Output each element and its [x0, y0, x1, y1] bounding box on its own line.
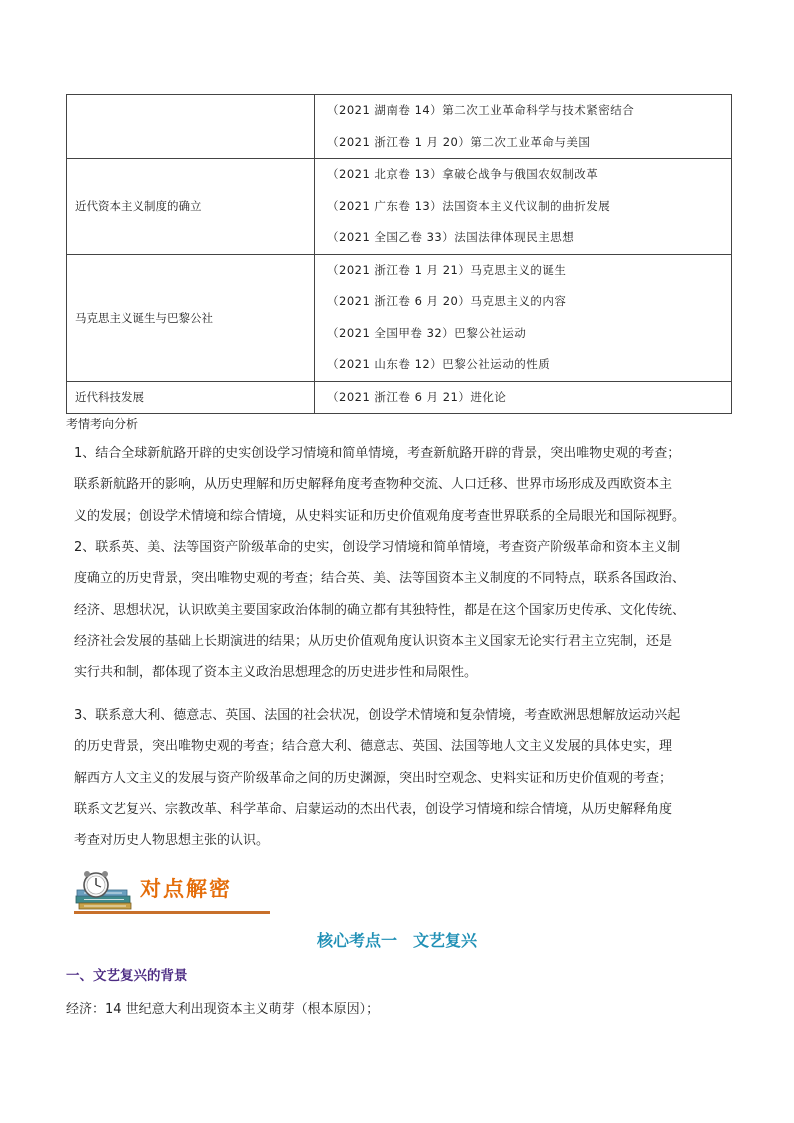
body-text: 经济：14 世纪意大利出现资本主义萌芽（根本原因）； — [66, 1002, 380, 1017]
paragraph-line: 度确立的历史背景，突出唯物史观的考查；结合英、美、法等国资本主义制度的不同特点，联系各国政治、 — [74, 571, 686, 587]
exam-table — [66, 94, 732, 414]
exam-item: （2021 全国乙卷 33）法国法律体现民主思想 — [327, 230, 575, 244]
paragraph-line: 2、联系英、美、法等国资产阶级革命的史实，创设学习情境和简单情境，考查资产阶级革命和资本主义制 — [74, 540, 681, 555]
exam-item: （2021 广东卷 13）法国资本主义代议制的曲折发展 — [327, 198, 611, 213]
exam-item: （2021 全国甲卷 32）巴黎公社运动 — [327, 325, 527, 340]
exam-item: （2021 浙江卷 1 月 20）第二次工业革命与美国 — [327, 134, 591, 149]
items-cell — [315, 95, 732, 159]
table-row — [67, 95, 732, 159]
paragraph-line: 1、结合全球新航路开辟的史实创设学习情境和简单情境，考查新航路开辟的背景，突出唯物史观的考查； — [74, 446, 681, 461]
table-row — [67, 159, 732, 255]
topic-cell — [67, 95, 315, 159]
paragraph-line: 实行共和制，都体现了资本主义政治思想理念的历史进步性和局限性。 — [74, 665, 478, 681]
banner-title: 对点解密 — [140, 877, 232, 901]
core-point-title: 核心考点一 文艺复兴 — [316, 931, 477, 950]
table-row — [67, 381, 732, 414]
paragraph-line: 经济社会发展的基础上长期演进的结果；从历史价值观角度认识资本主义国家无论实行君主立宪制，还是 — [74, 633, 673, 649]
exam-item: （2021 北京卷 13）拿破仑战争与俄国农奴制改革 — [327, 167, 599, 181]
paragraph-line: 联系新航路开的影响，从历史理解和历史解释角度考查物种交流、人口迁移、世界市场形成及西欧资本主 — [74, 477, 673, 493]
paragraph-line: 义的发展；创设学术情境和综合情境，从史料实证和历史价值观角度考查世界联系的全局眼光和国际视野。 — [74, 508, 686, 524]
section-heading: 一、文艺复兴的背景 — [66, 968, 188, 984]
paragraph-line: 3、联系意大利、德意志、英国、法国的社会状况，创设学术情境和复杂情境，考查欧洲思想解放运动兴起 — [74, 708, 681, 723]
items-cell — [315, 159, 732, 255]
topic-cell: 马克思主义诞生与巴黎公社 — [67, 254, 315, 381]
paragraph-line: 解西方人文主义的发展与资产阶级革命之间的历史渊源，突出时空观念、史料实证和历史价值观的考查； — [74, 770, 673, 786]
exam-item: （2021 山东卷 12）巴黎公社运动的性质 — [327, 357, 551, 371]
analysis-paragraph-2 — [74, 532, 744, 688]
paragraph-line: 的历史背景，突出唯物史观的考查；结合意大利、德意志、英国、法国等地人文主义发展的具体史实，理 — [74, 739, 673, 755]
exam-item: （2021 浙江卷 6 月 21）进化论 — [327, 389, 507, 404]
table-row — [67, 254, 732, 381]
exam-item: （2021 浙江卷 1 月 21）马克思主义的诞生 — [327, 262, 567, 277]
paragraph-line: 考查对历史人物思想主张的认识。 — [74, 833, 270, 849]
paragraph-line: 经济、思想状况，认识欧美主要国家政治体制的确立都有其独特性，都是在这个国家历史传承、文化传统、 — [74, 602, 686, 618]
analysis-paragraph-1 — [74, 438, 744, 532]
items-cell — [315, 381, 732, 414]
exam-item: （2021 湖南卷 14）第二次工业革命科学与技术紧密结合 — [327, 103, 635, 117]
items-cell — [315, 254, 732, 381]
topic-cell: 近代资本主义制度的确立 — [67, 159, 315, 255]
banner-underline — [74, 911, 270, 914]
topic-cell: 近代科技发展 — [67, 381, 315, 414]
exam-item: （2021 浙江卷 6 月 20）马克思主义的内容 — [327, 294, 567, 308]
analysis-title: 考情考向分析 — [66, 417, 139, 431]
analysis-paragraph-3 — [74, 700, 744, 856]
paragraph-line: 联系文艺复兴、宗教改革、科学革命、启蒙运动的杰出代表，创设学习情境和综合情境，从历史解释角度 — [74, 801, 673, 817]
